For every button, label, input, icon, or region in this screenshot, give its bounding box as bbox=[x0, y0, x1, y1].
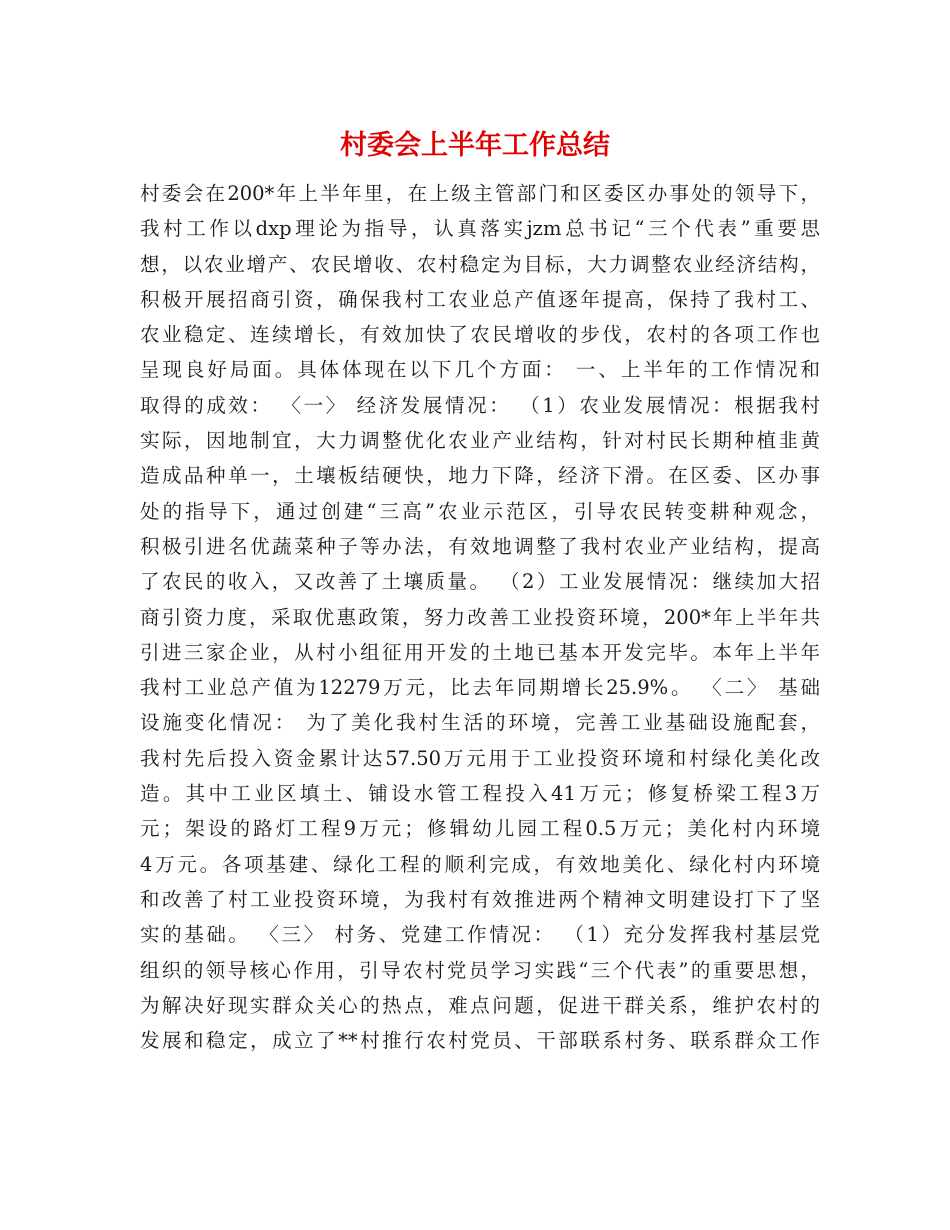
paragraph-line: 实际，因地制宜，大力调整优化农业产业结构，针对村民长期种植韭黄 bbox=[140, 429, 820, 453]
paragraph-line: 积极开展招商引资，确保我村工农业总产值逐年提高，保持了我村工、 bbox=[140, 287, 820, 311]
paragraph-line: 想，以农业增产、农民增收、农村稳定为目标，大力调整农业经济结构， bbox=[140, 252, 820, 276]
paragraph-line: 积极引进名优蔬菜种子等办法，有效地调整了我村农业产业结构，提高 bbox=[140, 534, 820, 558]
paragraph-line: 元；架设的路灯工程9万元；修辑幼儿园工程0.5万元；美化村内环境 bbox=[140, 817, 820, 841]
paragraph-line: 组织的领导核心作用，引导农村党员学习实践“三个代表”的重要思想， bbox=[140, 958, 820, 982]
paragraph-line: 发展和稳定，成立了**村推行农村党员、干部联系村务、联系群众工作 bbox=[140, 1029, 820, 1053]
document-body bbox=[140, 176, 820, 1058]
paragraph-line: 造。其中工业区填土、铺设水管工程投入41万元；修复桥梁工程3万 bbox=[140, 782, 820, 806]
paragraph-line: 呈现良好局面。具体体现在以下几个方面： 一、上半年的工作情况和 bbox=[140, 358, 820, 382]
paragraph-line: 了农民的收入，又改善了土壤质量。 （2）工业发展情况：继续加大招 bbox=[140, 570, 820, 594]
document-title: 村委会上半年工作总结 bbox=[340, 130, 610, 161]
paragraph-line: 造成品种单一，土壤板结硬快，地力下降，经济下滑。在区委、区办事 bbox=[140, 464, 820, 488]
paragraph-line: 我村先后投入资金累计达57.50万元用于工业投资环境和村绿化美化改 bbox=[140, 746, 820, 770]
paragraph-line: 为解决好现实群众关心的热点，难点问题，促进干群关系，维护农村的 bbox=[140, 993, 820, 1017]
paragraph-line: 我村工作以dxp理论为指导，认真落实jzm总书记“三个代表”重要思 bbox=[140, 217, 820, 241]
paragraph-line: 农业稳定、连续增长，有效加快了农民增收的步伐，农村的各项工作也 bbox=[140, 323, 820, 347]
paragraph-line: 村委会在200*年上半年里，在上级主管部门和区委区办事处的领导下， bbox=[140, 182, 820, 205]
paragraph-line: 取得的成效： 〈一〉 经济发展情况： （1）农业发展情况：根据我村 bbox=[140, 393, 820, 417]
paragraph-line: 实的基础。 〈三〉 村务、党建工作情况： （1）充分发挥我村基层党 bbox=[140, 923, 820, 947]
paragraph-line: 设施变化情况： 为了美化我村生活的环境，完善工业基础设施配套， bbox=[140, 711, 820, 735]
paragraph-line: 引进三家企业，从村小组征用开发的土地已基本开发完毕。本年上半年 bbox=[140, 640, 820, 664]
paragraph-line: 处的指导下，通过创建“三高”农业示范区，引导农民转变耕种观念， bbox=[140, 499, 820, 523]
paragraph-line: 我村工业总产值为12279万元，比去年同期增长25.9%。 〈二〉 基础 bbox=[140, 676, 820, 700]
paragraph-line: 4万元。各项基建、绿化工程的顺利完成，有效地美化、绿化村内环境 bbox=[140, 852, 820, 876]
paragraph-line: 商引资力度，采取优惠政策，努力改善工业投资环境，200*年上半年共 bbox=[140, 605, 820, 629]
paragraph-line: 和改善了村工业投资环境，为我村有效推进两个精神文明建设打下了坚 bbox=[140, 887, 820, 911]
